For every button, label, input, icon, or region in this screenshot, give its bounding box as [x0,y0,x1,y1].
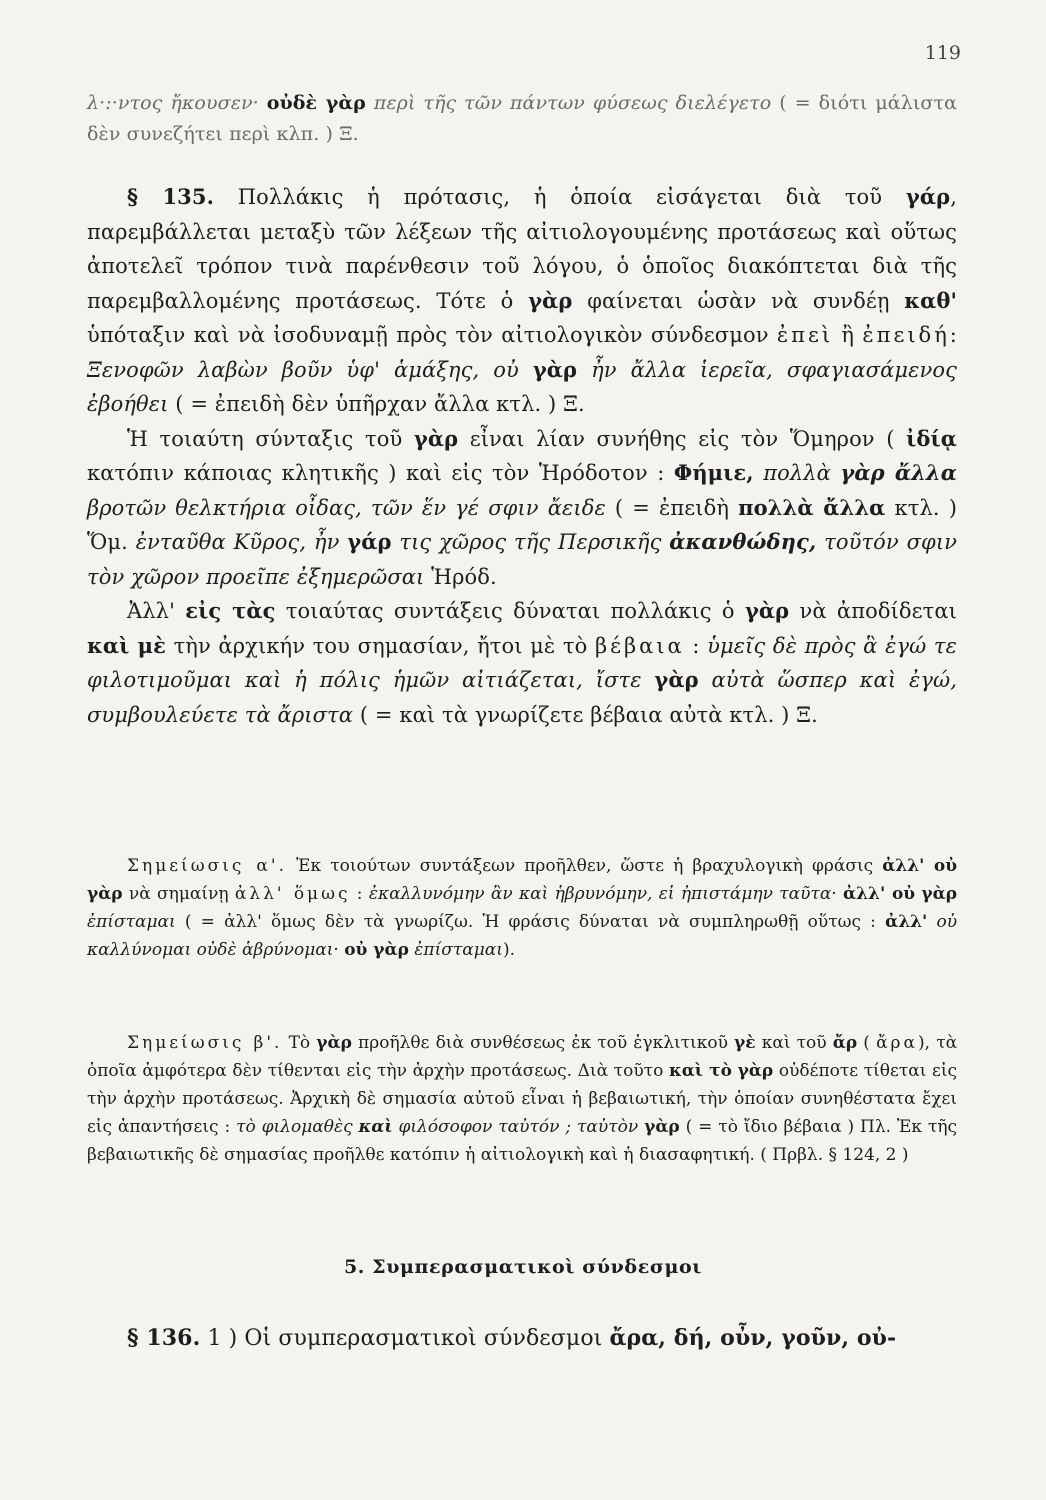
example-quote: ἐπίσταμαι [87,912,176,932]
keyword: ἄρ [832,1033,858,1053]
bold-word: καὶ τὸ [668,1061,732,1081]
example-quote: τὸ φιλομαθὲς [236,1117,353,1137]
example-quote: ἐκαλλυνόμην ἂν καὶ ἡβρυνόμην, εἰ ἠπιστάμην ταῦτα· [368,884,837,904]
text-run: , παρεμβάλλεται μεταξὺ τῶν λέξεων τῆς αἰτιολογουμένης προτάσεως καὶ οὕτως ἀποτελεῖ τρόπον τινὰ παρένθεσιν τοῦ λόγου, ὁ ὁποῖος διακόπτεται διὰ τῆς παρεμβαλλομένης προτάσεως. Τότε ὁ [87,185,957,313]
example-quote: τοῦτόν σφιν τὸν χῶρον προεῖπε ἐξημερῶσαι [87,530,958,589]
bold-word: καὶ μὲ [87,632,166,658]
text-run: τὴν ἀρχικήν του σημασίαν, ἤτοι μὲ τὸ [173,633,588,658]
example-quote: τις χῶρος τῆς Περσικῆς [399,530,662,554]
bold-word: πολλὰ ἄλλα [738,494,886,520]
keyword: οὐ γὰρ [344,940,409,960]
text-run: Ἡ τοιαύτη σύνταξις τοῦ [127,426,403,451]
spaced-word: βέβαια [594,633,685,658]
text-run: εἶναι λίαν συνήθης εἰς τὸν Ὅμηρον ( [469,426,895,451]
text-run: τοιαύτας συντάξεις δύναται πολλάκις ὁ [285,599,735,623]
text-run: ( = ἐπειδὴ δὲν ὑπῆρχαν ἄλλα κτλ. ) Ξ. [175,392,585,416]
text-run: προῆλθε διὰ συνθέσεως ἐκ τοῦ ἐγκλιτικοῦ [358,1033,728,1053]
spaced-word: ἀλλ' ὅμως [234,884,351,904]
bold-word: Φήμιε, [673,460,754,485]
note-beta [87,1029,957,1169]
heading-text: 5. Συμπερασματικοὶ σύνδεσμοι [343,1256,703,1278]
keyword: γὰρ [737,1061,774,1081]
text-run: : [692,633,700,658]
text-run: ( [863,1033,870,1053]
keyword: γὰρ [654,667,699,692]
keyword: γὰρ [532,356,578,382]
text-run: ( = ἐπειδὴ [614,495,730,520]
example-quote: οὐ καλλύνομαι οὐδὲ ἁβρύνομαι· [87,912,958,960]
fragment-bold: οὐδὲ γὰρ [266,92,366,114]
text-run: Πολλάκις ἡ πρότασις, ἡ ὁποία εἰσάγεται διὰ τοῦ [237,185,883,209]
top-fragment [87,88,957,150]
spaced-word: ἄρα [876,1033,919,1053]
section-number: § 136. [127,1325,201,1351]
text-run: καὶ τοῦ [761,1033,827,1053]
note-beta-paragraph [87,1029,957,1169]
original-meaning-paragraph [87,594,957,732]
page-number: 119 [924,42,961,64]
keyword: γὰρ [316,1033,352,1053]
bold-word: ἀκανθώδης, [669,529,817,554]
bold-word: εἰς τὰς [185,598,276,623]
text-run: Ἀλλ' [127,599,175,623]
note-label: Σημείωσις β'. [127,1033,283,1053]
section-heading [0,1256,1046,1278]
fragment-quote: περὶ τῆς τῶν πάντων φύσεως διελέγετο [373,92,772,114]
main-text [87,180,957,732]
example-quote: αὐτὰ ὥσπερ καὶ ἐγώ, συμβουλεύετε τὰ ἄριστα [87,668,957,727]
spaced-word: ἐπειδή [862,323,950,347]
text-run: κατόπιν [87,461,175,485]
text-run: κτλ. ) Ὅμ. [87,495,957,554]
keyword: γὰρ [644,1117,680,1137]
section-136-paragraph [87,1321,957,1357]
keyword: γάρ [347,529,392,554]
text-run: νὰ σημαίνῃ [128,884,229,904]
text-run: νὰ ἀποδίδεται [799,599,957,623]
section-135-paragraph [87,180,957,422]
example-quote: ἦν ἄλλα ἱερεῖα, σφαγιασάμενος ἐβοήθει [87,357,957,416]
text-run: Τὸ [288,1033,311,1053]
note-alpha-paragraph [87,852,957,964]
keyword: γὰρ [744,598,790,623]
keyword: ἀλλ' οὐ γὰρ [87,856,958,904]
note-label: Σημείωσις α'. [127,856,287,876]
text-run: 1 ) Οἱ συμπερασματικοὶ σύνδεσμοι [207,1326,603,1351]
text-run: : [949,323,957,347]
bold-word: καὶ [358,1117,393,1137]
spaced-word: ἐπεὶ [776,323,834,347]
text-run: κάποιας κλητικῆς ) καὶ εἰς τὸν Ἡρόδοτον : [183,461,665,485]
example-quote: Ξενοφῶν λαβὼν βοῦν ὑφ' ἁμάξης, οὐ [87,357,519,382]
section-136 [87,1321,957,1357]
bold-word: ἰδίᾳ [906,425,957,451]
fragment-text: λ·:·ντος ἤκουσεν· [87,92,259,114]
text-run: ). [502,940,515,960]
section-number: § 135. [127,184,215,209]
example-quote: βροτῶν θελκτήρια οἶδας, τῶν ἕν γέ σφιν ἄειδε [87,495,606,520]
homer-herodotus-paragraph [87,422,957,595]
text-run: ὑπόταξιν καὶ νὰ ἰσοδυναμῇ πρὸς τὸν αἰτιολογικὸν σύνδεσμον [87,323,769,347]
keyword: γὰρ [921,884,958,904]
text-run: ( = ἀλλ' ὅμως δὲν τὰ γνωρίζω. Ἡ φράσις δύναται νὰ συμπληρωθῇ οὕτως : [184,912,876,932]
note-alpha [87,852,957,964]
keyword: γὰρ [528,287,573,313]
text-run: ἢ [841,323,855,347]
text-run: Ἐκ τοιούτων συντάξεων προῆλθεν, ὥστε ἡ βραχυλογικὴ φράσις [296,856,874,876]
text-run: ( = τὸ ἴδιο βέβαια ) Πλ. Ἐκ τῆς βεβαιωτικῆς δὲ σημασίας προῆλθε κατόπιν ἡ αἰτιολογικὴ καὶ ἡ διασαφητική. ( Πρβλ. § 124, 2 ) [87,1117,958,1165]
text-run: ), τὰ ὁποῖα ἀμφότερα δὲν τίθενται εἰς τὴν ἀρχὴν προτάσεως. Διὰ τοῦτο [87,1033,958,1081]
example-quote: φιλόσοφον ταὐτόν ; ταὐτὸν [398,1117,639,1137]
example-quote: ἐπίσταμαι [414,940,503,960]
keyword-list: ἄρα, δή, οὖν, γοῦν, οὐ- [609,1325,897,1351]
example-quote: ἐνταῦθα Κῦρος, ἦν [135,530,340,554]
bold-word: καθ' [904,287,957,313]
fragment-gloss: ( = διότι μάλιστα δὲν συνεζήτει περὶ κλπ. ) Ξ. [87,92,958,145]
example-quote: πολλὰ [763,461,831,485]
keyword: ἀλλ' οὐ [843,884,916,904]
text-run: Ἡρόδ. [431,564,497,589]
keyword: γὲ [734,1033,756,1053]
text-run: οὐδέποτε τίθεται εἰς τὴν ἀρχὴν προτάσεως. Ἀρχικὴ δὲ σημασία αὐτοῦ εἶναι ἡ βεβαιωτική, τὴν ὁποίαν συνηθέστατα ἔχει εἰς ἀπαντήσεις : [87,1061,958,1137]
text-run: : [356,884,363,904]
keyword: γὰρ [413,425,459,451]
example-quote: ὑμεῖς δὲ πρὸς ἃ ἐγώ τε φιλοτιμοῦμαι καὶ ἡ πόλις ἡμῶν αἰτιάζεται, ἴστε [87,633,958,692]
top-fragment-paragraph [87,88,957,150]
text-run: φαίνεται ὡσὰν νὰ συνδέῃ [587,288,890,313]
text-run: ( = καὶ τὰ γνωρίζετε βέβαια αὐτὰ κτλ. ) Ξ. [359,702,818,727]
keyword: γὰρ ἄλλα [840,460,957,485]
keyword: ἀλλ' [885,912,928,932]
keyword: γάρ [905,184,951,209]
